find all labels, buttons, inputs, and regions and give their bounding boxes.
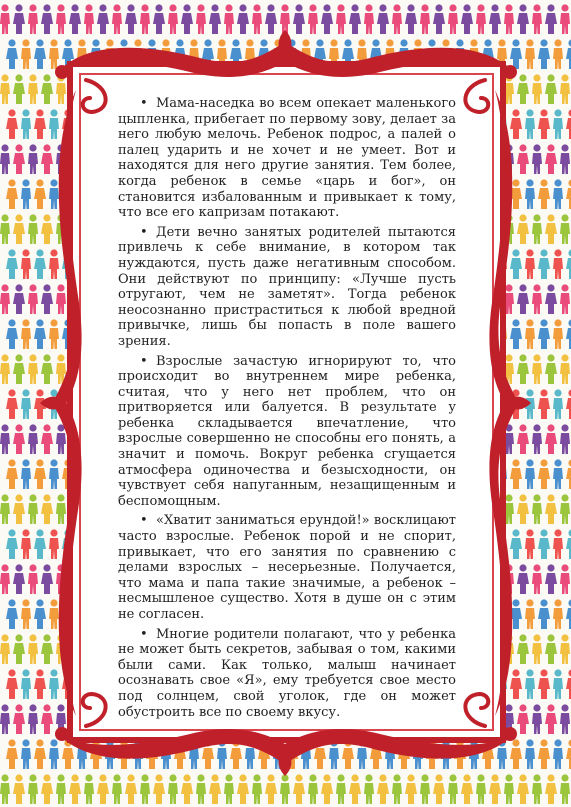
bullet-paragraph [118,513,456,622]
bullet-paragraph [118,225,456,350]
left-scroll-ornament [40,90,82,716]
article-text [118,96,456,724]
right-scroll-ornament [489,90,531,716]
bottom-scroll-ornament [55,727,517,776]
bullet-dot-icon: • [140,224,148,240]
bullet-text: «Хватит заниматься ерундой!» восклицают часто взрослые. Ребенок порой и не спорит, привыкает, что его занятия по сравнению с делами взрослых – несерьезные. Получается, что мама и папа такие значимые, а ребенок – несмышленое существо. Хотя в душе он с этим не согласен. [118,513,456,622]
top-scroll-ornament [55,30,517,79]
bullet-text: Дети вечно занятых родителей пытаются привлечь к себе внимание, в котором так нуждаются, пусть даже негативным способом. Они действуют по принципу: «Лучше пусть отругают, чем не заметят». Тогда ребенок неосознанно пристраститься к любой вредной привычке, лишь бы попасть в поле вашего зрения. [118,224,456,349]
bullet-dot-icon: • [140,353,148,369]
bullet-dot-icon: • [140,513,148,529]
bullet-paragraph [118,354,456,510]
bullet-text: Мама-наседка во всем опекает маленького цыпленка, прибегает по первому зову, делает за него любую мелочь. Ребенок подрос, а палей о палец ударить и не хочет и не умеет. Вот и находятся для него другие занятия. Тем более, когда ребенок в семье «царь и бог», он становится избалованным и привыкает к тому, что все его капризам потакают. [118,96,456,221]
bullet-dot-icon: • [140,626,148,642]
bullet-paragraph [118,627,456,721]
bullet-text: Многие родители полагают, что у ребенка не может быть секретов, забывая о том, какими были сами. Как только, малыш начинает осознавать свое «Я», ему требуется свое место под солнцем, свой уголок, где он может обустроить все по своему вкусу. [118,626,456,720]
bullet-dot-icon: • [140,96,148,111]
bullet-paragraph [118,96,456,221]
bullet-text: Взрослые зачастую игнорируют то, что происходит во внутреннем мире ребенка, считая, что у него нет проблем, что он притворяется или балуется. В результате у ребенка складывается впечатление, что взрослые совершенно не способны его понять, а значит и помочь. Вокруг ребенка сгущается атмосфера одиночества и безысходности, он чувствует себя напуганным, незащищенным и беспомощным. [118,353,456,509]
